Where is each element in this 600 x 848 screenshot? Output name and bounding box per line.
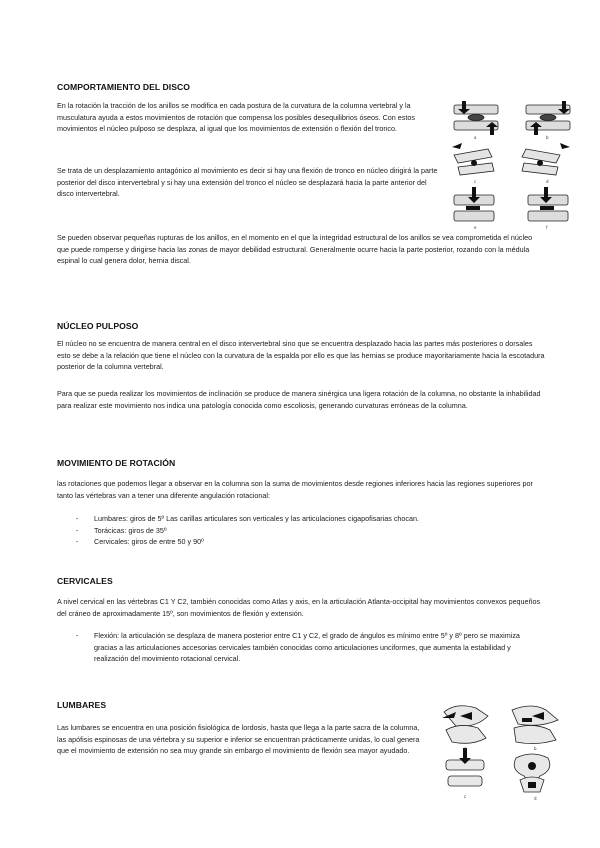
svg-text:e: e <box>474 225 477 230</box>
rotacion-list <box>57 513 545 548</box>
nucleo-paragraph-2: Para que se pueda realizar los movimientos de inclinación se produce de manera sinérgica una ligera rotación de la columna, no obstante la inhabilidad para realizar este movimiento nos indica una patología conocida como escoliosis, generando curvaturas erróneas de la columna. <box>57 389 541 410</box>
svg-text:a: a <box>464 746 467 751</box>
lumbares-paragraph: Las lumbares se encuentra en una posición fisiológica de lordosis, hasta que llega a la parte sacra de la columna, las apófisis espinosas de una vértebra y su superior e inferior se encuentran prácticamente unidas, lo cual genera que el movimiento de extensión no sea muy grande sin embargo el movimiento de flexión sea mayor ayudado. <box>57 723 420 756</box>
lumbar-vertebrae-illustration <box>436 698 571 803</box>
svg-text:a: a <box>474 135 477 140</box>
svg-text:c: c <box>474 179 477 184</box>
list-item: - Cervicales: giros de entre 50 y 90º <box>76 537 204 547</box>
section-title-disco: COMPORTAMIENTO DEL DISCO <box>57 82 190 92</box>
list-item: - Lumbares: giros de 5º Las carillas articulares son verticales y las articulaciones cigapofisarias chocan. <box>76 514 420 523</box>
rotacion-paragraph: las rotaciones que podemos llegar a observar en la columna son la suma de movimientos desde regiones inferiores hacia las regiones superiores por tanto las vértebras van a tener una diferente angulación rotacional: <box>57 479 533 500</box>
disc-diagram-icon <box>448 97 583 232</box>
svg-text:b: b <box>546 135 549 140</box>
svg-text:d: d <box>534 796 537 801</box>
lumbar-diagram-icon <box>436 698 571 803</box>
list-item: - Flexión: la articulación se desplaza de manera posterior entre C1 y C2, el grado de ángulos es mínimo entre 5º y 8º pero se maximiza gracias a las articulaciones accesorias cervicales también conocidas como articulaciones unciformes, que aumenta la estabilidad y realización del movimiento rotacional cervical. <box>76 631 520 664</box>
disco-paragraph-1: En la rotación la tracción de los anillos se modifica en cada postura de la curvatura de la columna vertebral y la musculatura ayuda a estos movimientos de rotación que compensa los posibles desequilibrios óseos. Con estos movimientos el núcleo pulposo se desplaza, al igual que los movimientos de extensión o flexión del tronco. <box>57 101 415 134</box>
disc-movement-illustration <box>448 97 583 232</box>
cervicales-paragraph: A nivel cervical en las vértebras C1 Y C2, también conocidas como Atlas y axis, en la articulación Atlanta-occipital hay movimientos convexos pequeños del cráneo de aproximadamente 15º, son movimientos de flexión y extensión. <box>57 597 541 618</box>
list-item: - Torácicas: giros de 35º <box>76 525 167 535</box>
cervicales-list <box>57 630 545 665</box>
section-title-rotacion: MOVIMIENTO DE ROTACIÓN <box>57 458 176 468</box>
svg-text:f: f <box>546 225 548 230</box>
svg-text:d: d <box>546 179 549 184</box>
svg-text:c: c <box>464 794 467 799</box>
section-title-lumbares: LUMBARES <box>57 700 107 710</box>
disco-paragraph-3: Se pueden observar pequeñas rupturas de los anillos, en el momento en el que la integridad estructural de los anillos se vea comprometida el núcleo que puede romperse y dirigirse hacia las zonas de mayor debilidad estructural. Generalmente ocurre hacia la parte posterior, rozando con la médula espinal lo cual genera dolor, hernia discal. <box>57 233 533 266</box>
nucleo-paragraph-1: El núcleo no se encuentra de manera central en el disco intervertebral sino que se encuentra desplazado hacia las partes más posteriores o dorsales esto se debe a la relación que tiene el núcleo con la curvatura de la espalda por ello es que las hernias se produce mayoritariamente hacia la escotadura posterior de la columna vertebral. <box>57 339 545 372</box>
disco-paragraph-2: Se trata de un desplazamiento antagónico al movimiento es decir si hay una flexión de tronco en núcleo dirigirá la parte posterior del disco intervertebral y si hay una extensión del tronco el núcleo se desplazará hacia la parte anterior del disco intervertebral. <box>57 166 438 199</box>
svg-text:b: b <box>534 746 537 751</box>
section-title-cervicales: CERVICALES <box>57 576 113 586</box>
section-title-nucleo: NÚCLEO PULPOSO <box>57 321 139 331</box>
